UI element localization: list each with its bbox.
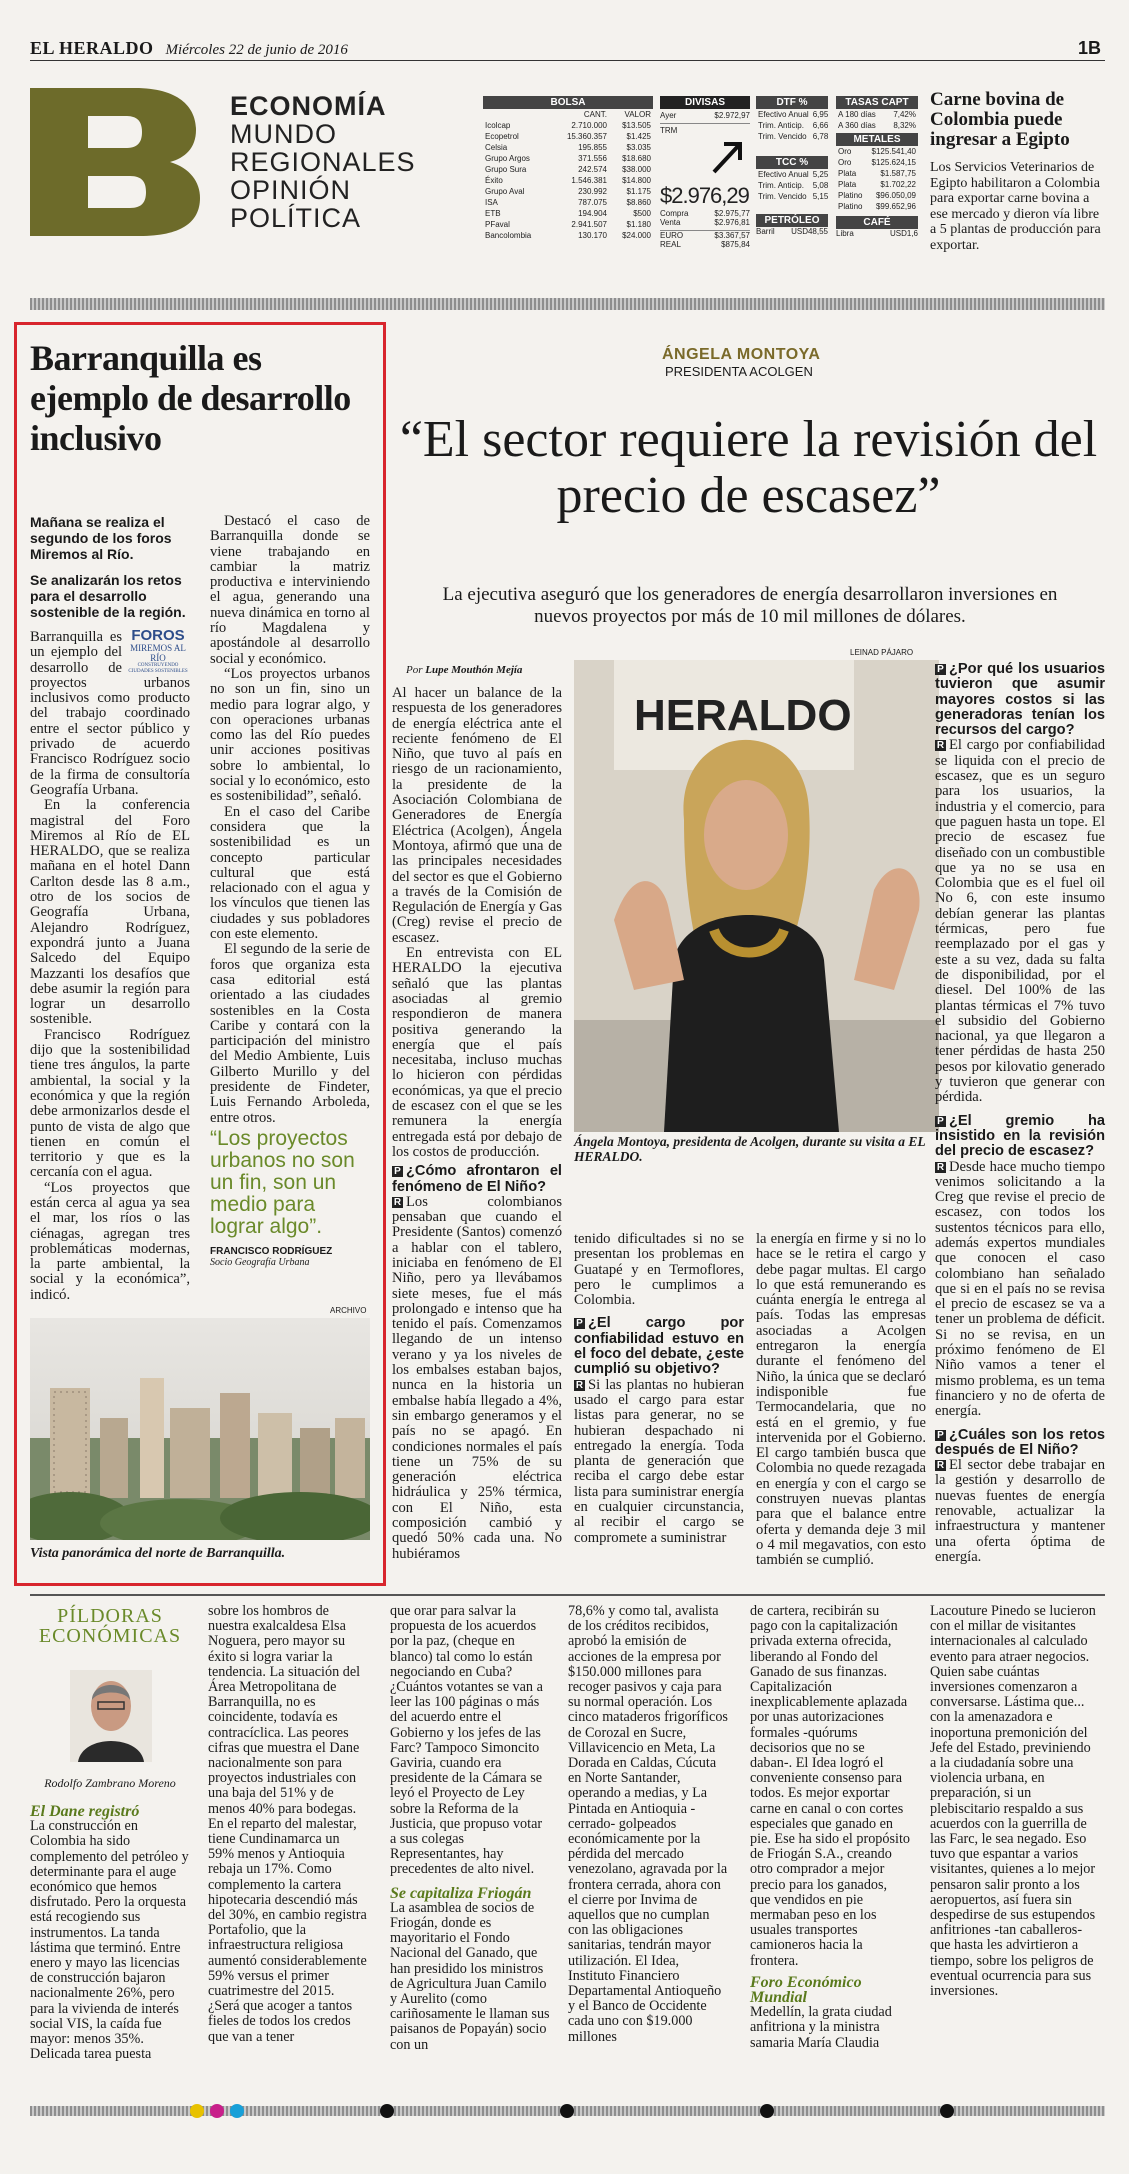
interview-headline[interactable]: “El sector requiere la revisión del precio de escasez” xyxy=(399,411,1098,524)
interview-col1 xyxy=(392,686,562,1562)
section-divider xyxy=(30,1594,1105,1596)
pildoras-col4 xyxy=(568,1604,728,2045)
pildoras-text-1: La construcción en Colombia ha sido complemento del petróleo y determinante para el auge económico que hemos disfrutado. Pero la orquesta está recogiendo sus instrumentos. La tanda lástima que terminó. Entre enero y mayo las licencias de construcción bajaron nacionalmente 26%, pero para la vivienda de interés social VIS, la caída fue mayor: menos 35%. Delicada tarea puesta xyxy=(30,1818,189,2063)
left-article-col2 xyxy=(210,514,370,1126)
interview-photo-caption: Ángela Montoya, presidenta de Acolgen, durante su visita a EL HERALDO. xyxy=(574,1134,926,1164)
pildoras-col1 xyxy=(30,1804,190,2062)
left-paragraph-6: “Los proyectos urbanos no son un fin, sino un medio para lograr algo, y con operaciones urbanas como las del Río puedes unir acciones positivas sobre lo ambiental, lo social y lo económico, esto es sostenibilidad”, señaló. xyxy=(210,665,370,805)
question-marker-icon: P xyxy=(935,664,946,675)
pildoras-text-2: sobre los hombros de nuestra exalcaldesa Elsa Noguera, pero mayor su éxito si logra variar la tendencia. La situación del Área Metropolitana de Barranquilla, no es coincidente, todavía es contracíclica. Las peores cifras que muestra el Dane nacionalmente son para proyectos industriales con una baja del 51% y de menos 40% para bodegas. En el reparto del malestar, tiene Cundinamarca un 59% menos y Antioquia rebaja un 17%. Como complemento la cartera hipotecaria descendió más del 30%, en cambio registra Portafolio, que la infraestructura religiosa aumentó considerablemente 59% versus el primer cuatrimestre del 2015. ¿Será que acoger a tantos fieles de todos los credos que van a tener xyxy=(208,1603,367,2045)
bolsa-row: Éxito 1.546.381 $14.800 xyxy=(485,176,651,185)
left-paragraph-1: Barranquilla es un ejemplo del desarrollo de proyectos urbanos inclusivos como producto del trabajo coordinado entre el sector público y privado de acuerdo Francisco Rodríguez socio de la firma de consultoría Geografía Urbana. xyxy=(30,629,190,798)
pull-quote: “Los proyectos urbanos no son un fin, son un medio para lograr algo”. xyxy=(210,1127,355,1238)
subhead-foro: Foro Económico Mundial xyxy=(750,1973,862,2007)
trend-up-arrow-icon xyxy=(710,136,746,176)
question-1: P ¿Cómo afrontaron el fenómeno de El Niño? xyxy=(392,1163,562,1195)
pildoras-title: PÍLDORAS ECONÓMICAS xyxy=(38,1605,182,1647)
answer-5: R El sector debe trabajar en la gestión y desarrollo de nuevas fuentes de energía renovable, actualizar la infraestructura y mantener una oferta óptima de energía. xyxy=(935,1457,1105,1565)
bolsa-header: BOLSA xyxy=(483,96,653,109)
side-brief xyxy=(930,90,1105,253)
left-paragraph-4: “Los proyectos que están cerca al agua ya sea el mar, los ríos o las ciénagas, agregan tres problemáticas modernas, la parte ambiental, la social y la económica”, indicó. xyxy=(30,1179,190,1303)
pull-quote-block xyxy=(210,1128,370,1268)
divisas-header: DIVISAS xyxy=(660,96,750,109)
columnist-name: Rodolfo Zambrano Moreno xyxy=(44,1776,176,1790)
interview-col3 xyxy=(756,1232,926,1569)
registration-mark-black xyxy=(760,2104,774,2118)
interviewee-role: PRESIDENTA ACOLGEN xyxy=(665,364,813,379)
left-paragraph-8: El segundo de la serie de foros que organiza esta casa editorial está orientado a las ciudades sostenibles en la Costa Caribe y contará con la participación del ministro del Medio Ambiente, Luis Gilberto Murillo y del presidente de Findeter, Luis Fernando Arboleda, entre otros. xyxy=(210,941,370,1126)
bolsa-row: ETB 194.904 $500 xyxy=(485,209,651,218)
bolsa-row: PFaval 2.941.507 $1.180 xyxy=(485,220,651,229)
metales-header: METALES xyxy=(836,133,918,146)
page-number: 1B xyxy=(1077,38,1101,58)
petroleo-header: PETRÓLEO xyxy=(756,214,828,227)
section-mundo[interactable]: MUNDO xyxy=(230,119,337,149)
tcc-header: TCC % xyxy=(756,156,828,169)
bolsa-row: Bancolombia 130.170 $24.000 xyxy=(485,231,651,240)
quote-author: FRANCISCO RODRÍGUEZ xyxy=(210,1246,333,1257)
question-4: P ¿El gremio ha insistido en la revisión del precio de escasez? xyxy=(935,1112,1105,1160)
registration-mark-magenta xyxy=(210,2104,224,2118)
question-marker-icon: P xyxy=(392,1166,403,1177)
bolsa-row: ISA 787.075 $8.860 xyxy=(485,198,651,207)
pildoras-text-6: Lacouture Pinedo se lucieron con el millar de visitantes internacionales al calculado evento para atraer negocios. Quien sabe cuántas inversiones comenzaron a conversarse. Lástima que... con la amenazadora e inoportuna premonición del Jefe del Estado, previniendo a la ciudadanía sobre una violencia urbana, en preparación, si un plebiscitario respaldo a sus acuerdos con la guerrilla de las Farc, le sea negado. Eso tuvo que espantar a varios visitantes, quienes a lo mejor pensaron salir pronto a los aeropuertos, así fuera sin despedirse de sus estupendos anfitriones -tan caballeros- que hasta les advirtieron a tiempo, sobre los peligros de eventual ocurrencia para sus inversiones. xyxy=(930,1603,1096,2000)
side-brief-body: Los Servicios Veterinarios de Egipto habilitaron a Colombia para exportar carne bovina a ese mercado y dieron vía libre a 5 plantas de producción para exportar. xyxy=(930,160,1101,253)
trm-value: $2.976,29 xyxy=(660,183,749,208)
left-article-deck-2: Se analizarán los retos para el desarrollo sostenible de la región. xyxy=(30,572,186,620)
answer-2: R Si las plantas no hubieran usado el cargo para estar listas para generar, no se hubieran despachado ni entregado la energía. Toda planta de generación que reciba el cargo debe estar lista para suministrar energía en cualquier circunstancia, al recibir el cargo se compromete a suministrar xyxy=(574,1376,744,1546)
photo-sign: HERALDO xyxy=(634,691,852,740)
question-marker-icon: P xyxy=(574,1318,585,1329)
pildoras-text-4: 78,6% y como tal, avalista de los créditos recibidos, aprobó la emisión de acciones de la empresa por $150.000 millones para recoger pasivos y caja para su normal operación. Los cinco mataderos frigoríficos de Corozal en Sucre, Villavicencio en Meta, La Dorada en Caldas, Cúcuta en Norte Santander, operando a medias, y La Pintada en Antioquia -cerrado- golpeados económicamente por la pérdida del mercado venezolano, agravada por la frontera cerrada, ahora con el cierre por Invima de aquellos que no cumplan con las obligaciones sanitarias, tendrán mayor utilización. El Idea, Instituto Financiero Departamental Antioqueño y el Banco de Occidente cada uno con $19.000 millones xyxy=(568,1603,728,2045)
left-paragraph-5: Destacó el caso de Barranquilla donde se viene trabajando en cambiar la matriz productiva e interviniendo el agua, generando una nueva dinámica en torno al río Magdalena y apostándole al desarrollo social y económico. xyxy=(210,513,370,667)
interview-photo xyxy=(574,660,939,1132)
question-3: P ¿Por qué los usuarios tuvieron que asumir mayores costos si las generadoras tenían los recursos del cargo? xyxy=(935,661,1105,739)
interview-paragraph-1: Al hacer un balance de la respuesta de los generadores de energía eléctrica ante el reciente fenómeno de El Niño, que tuvo al país en riesgo de un racionamiento, la presidente de la Asociación Colombiana de Generadores de Energía Eléctrica (Acolgen), Ángela Montoya, afirmó que una de las principales necesidades del sector es que el Gobierno a través de la Comisión de Regulación de Energía y Gas (Creg) revise el precio de escasez. xyxy=(392,685,562,946)
interview-photo-credit: LEINAD PÁJARO xyxy=(850,648,914,657)
question-marker-icon: P xyxy=(935,1430,946,1441)
question-marker-icon: P xyxy=(935,1116,946,1127)
section-regionales[interactable]: REGIONALES xyxy=(230,147,416,177)
registration-mark-black xyxy=(560,2104,574,2118)
left-photo-credit: ARCHIVO xyxy=(330,1306,367,1315)
answer-4: R Desde hace mucho tiempo venimos solicitando a la Creg que revise el precio de escasez, con todos los sustentos técnicos para ello, además expertos mundiales que conocen el caso colombiano han señalado que si en el país no se revisa el precio de escasez se va a tener un problema de déficit. Si no se revisa, en un próximo fenómeno de El Niño vamos a tener el mismo problema, es un tema financiero y no de oferta de energía. xyxy=(935,1158,1105,1420)
answer-marker-icon: R xyxy=(936,740,945,752)
pildoras-text-3: que orar para salvar la propuesta de los acuerdos por la paz, (cheque en blanco) tal como lo están negociando en Cuba? ¿Cuántos votantes se van a leer las 100 páginas o más del acuerdo entre el Gobierno y los jefes de las Farc? Tampoco Simoncito Gaviria, cuando era presidente de la Cámara se leyó el Proyecto de Ley sobre la Reforma de la Justicia, que propuso votar a sus colegas Representantes, hay precedentes de alto nivel. xyxy=(390,1603,543,1878)
pildoras-col6 xyxy=(930,1604,1100,1999)
answer-marker-icon: R xyxy=(936,1460,945,1472)
registration-mark-black xyxy=(940,2104,954,2118)
rates-box: DTF % Efectivo Anual 6,95 Trim. Anticip. 6,66 Trim. Vencido 6,78 TCC % Efectivo Anual 5,25 Trim. Anticip. 5,08 Trim. Vencido 5,15 PETRÓLEO Barril USD48,55 xyxy=(756,97,829,236)
bolsa-row: Grupo Aval 230.992 $1.175 xyxy=(485,187,651,196)
pildoras-text-5: de cartera, recibirán su pago con la capitalización privada externa ofrecida, liberando al Fondo del Ganado de sus finanzas. Capitalización inexplicablemente aplazada por unas autorizaciones formales -quórums decisorios que no se daban-. El Idea logró el conveniente consenso para todos. Es mejor exportar carne en canal o con cortes especiales que ganado en pie. Ese ha sido el propósito de Friogán S.A., creando otro comprador a mejor precio para los ganados, que vendidos en pie mermaban peso en los usuales transportes camioneros hacia la frontera. xyxy=(750,1603,910,1969)
foros-logo: FOROS MIREMOS AL RÍO CONSTRUYENDO CIUDADES SOSTENIBLES xyxy=(128,627,188,675)
section-politica[interactable]: POLÍTICA xyxy=(230,203,362,233)
registration-mark-yellow xyxy=(190,2104,204,2118)
pildoras-text-5b: Medellín, la grata ciudad anfitriona y la ministra samaria María Claudia xyxy=(750,2004,892,2051)
answer-marker-icon: R xyxy=(936,1161,945,1173)
paper-name: EL HERALDO xyxy=(30,38,154,58)
answer-3: R El cargo por confiabilidad se liquida con el precio de escasez, que es un seguro para los usuarios, la industria y el comercio, para que paguen hasta un tope. El precio de escasez fue diseñado con un combustible que ya no se usa en Colombia que es el fuel oil No 6, con este insumo debían generar las plantas térmicas, pero fue reemplazado por el gas y este a su vez, dada su falta de disponibilidad, por el diesel. Del 100% de las plantas térmicas el 7% tuvo el subsidio del Gobierno nacional, ya que llegaron a tener pérdidas de hasta 250 pesos por kilovatio generado y tuvieron que generar con pérdida. xyxy=(935,737,1105,1106)
bolsa-row: Grupo Argos 371.556 $18.680 xyxy=(485,154,651,163)
question-2: P ¿El cargo por confiabilidad estuvo en el foco del debate, ¿este cumplió su objetivo? xyxy=(574,1315,744,1378)
interviewee-name: ÁNGELA MONTOYA xyxy=(662,346,821,363)
subhead-dane: El Dane registró xyxy=(30,1803,140,1820)
pildoras-col3 xyxy=(390,1604,550,2053)
divisas-box: DIVISAS Ayer $2.972,97 TRM $2.976,29 Compra $2.975,77 Venta $2.976,81 EURO $3.367,57 REAL $875,84 xyxy=(660,97,750,249)
interview-col2 xyxy=(574,1232,744,1546)
question-5: P ¿Cuáles son los retos después de El Niño? xyxy=(935,1426,1105,1458)
left-article-headline[interactable]: Barranquilla es ejemplo de desarrollo inclusivo xyxy=(30,338,351,458)
registration-mark-cyan xyxy=(230,2104,244,2118)
tasas-header: TASAS CAPT xyxy=(836,96,918,109)
section-letter-logo xyxy=(30,88,200,236)
interview-col4 xyxy=(935,662,1105,1565)
bolsa-row: Ecopetrol 15.360.357 $1.425 xyxy=(485,132,651,141)
tasas-box: TASAS CAPT A 180 días 7,42% A 360 días 8,32% METALES Oro $125.541,40 Oro $125.624,15 Plata $1.587,75 Plata $1.702,22 Platino $96.050,09 Platino $99.652,96 CAFÉ Libra USD1,6 xyxy=(836,97,918,238)
quote-role: Socio Geografía Urbana xyxy=(210,1257,310,1268)
bolsa-table: BOLSA CANT. VALOR Icolcap 2.710.000 $13.505 Ecopetrol 15.360.357 $1.425 Celsia 195.855 $3.035 Grupo Argos 371.556 $18.680 Grupo Sura 242.574 $38.000 Éxito 1.546.381 $14.800 Grupo Aval 230.992 $1.175 ISA 787.075 $8.860 ETB 194.904 $500 PFaval 2.941.507 $1.180 Bancolombia 130.170 $24.000 xyxy=(485,97,651,240)
subhead-friogan: Se capitaliza Friogán xyxy=(390,1884,532,1902)
left-paragraph-7: En el caso del Caribe considera que la sostenibilidad es un concepto particular cultural que está relacionado con el agua y los vínculos que tienen las ciudades y sus pobladores con este elemento. xyxy=(210,803,370,943)
interview-paragraph-2: En entrevista con EL HERALDO la ejecutiva señaló que las plantas asociadas al gremio respondieron de manera positiva generando la energía que el país necesitaba, incluso muchas lo hicieron con pérdidas económicas, ya que el precio de escasez con el que se les remunera la energía entregada está por debajo de los costos de producción. xyxy=(392,945,562,1160)
left-article-col1 xyxy=(30,514,190,1303)
answer-marker-icon: R xyxy=(393,1196,402,1208)
section-b-icon xyxy=(30,88,200,236)
left-article xyxy=(30,338,370,458)
interview-deck: La ejecutiva aseguró que los generadores de energía desarrollaron inversiones en nuevos proyectos por más de 10 mil millones de dólares. xyxy=(442,584,1058,627)
left-paragraph-2: En la conferencia magistral del Foro Miremos al Río de EL HERALDO, que se realiza mañana en el hotel Dann Carlton desde las 8 a.m., otro de los socios de Geografía Urbana, Alejandro Rodríguez, expondrá junto a Juana Salcedo del Equipo Mazzanti los desafíos que debe asumir la región para lograr un desarrollo sostenible. xyxy=(30,797,190,1028)
section-list xyxy=(230,92,416,232)
pildoras-col2 xyxy=(208,1604,368,2045)
answer-marker-icon: R xyxy=(575,1379,584,1391)
masthead xyxy=(30,38,1105,61)
answer-2-continued: la energía en firme y si no lo hace se le retira el cargo y debe pagar multas. El cargo lo que está remunerando es cuánta energía le entrega al país. Todas las empresas asociadas a Acolgen entregaron la energía durante el fenómeno del Niño, la única que se declaró indisponible fue Termocandelaria, que no está en el gremio, y fue intervenida por el Gobierno. El cargo también busca que Colombia no quede rezagada en energía y con el cargo se construyen nuevas plantas para que el balance entre oferta y demanda deje 3 mil o 4 mil megavatios, con esto también se cumplió. xyxy=(756,1231,926,1569)
side-brief-title[interactable]: Carne bovina de Colombia puede ingresar a Egipto xyxy=(930,89,1070,150)
divider-stripe-top xyxy=(30,298,1105,310)
answer-1-continued: tenido dificultades si no se presentan los problemas en Guatapé y en Termoflores, pero le cumplimos a Colombia. xyxy=(574,1231,744,1309)
section-opinion[interactable]: OPINIÓN xyxy=(230,175,352,205)
registration-mark-black xyxy=(380,2104,394,2118)
dtf-header: DTF % xyxy=(756,96,828,109)
cafe-header: CAFÉ xyxy=(836,216,918,229)
bolsa-row: Icolcap 2.710.000 $13.505 xyxy=(485,121,651,130)
answer-1: R Los colombianos pensaban que cuando el Presidente (Santos) comenzó a hablar con el tablero, iniciaba en fenómeno de El Niño, pero ya llevábamos siete meses, fue el más prolongado e intenso que ha tenido el país. Comenzamos llegando de un intenso verano y ya los niveles de los embalses estaban bajos, nunca en la historia un embalse había llegado a 4%, sin embargo generamos y el país no se apagó. En condiciones normales el país tiene un 75% de su generación eléctrica hidráulica y 25% térmica, con El Niño, esta composición cambió y quedó 50% cada una. No hubiéramos xyxy=(392,1193,562,1562)
pildoras-text-3b: La asamblea de socios de Friogán, donde es mayoritario el Fondo Nacional del Ganado, que han presidido los ministros de Agricultura Juan Camilo y Aurelito (como cariñosamente le llaman sus paisanos de Popayán) socio con un xyxy=(390,1899,550,2053)
columnist-photo xyxy=(70,1670,152,1762)
left-article-deck-1: Mañana se realiza el segundo de los foros Miremos al Río. xyxy=(30,514,172,562)
bolsa-row: Celsia 195.855 $3.035 xyxy=(485,143,651,152)
issue-date: Miércoles 22 de junio de 2016 xyxy=(165,42,348,58)
left-paragraph-3: Francisco Rodríguez dijo que la sostenibilidad tiene tres ángulos, la parte ambiental, la social y la económica y que la región debe armonizarlos desde el punto de vista de algo que tienen en común el territorio y que es la cercanía con el agua. xyxy=(30,1026,190,1181)
byline: Por Lupe Mouthón Mejía xyxy=(406,664,523,676)
pildoras-col5 xyxy=(750,1604,910,2051)
barranquilla-skyline-photo xyxy=(30,1318,370,1540)
section-economia[interactable]: ECONOMÍA xyxy=(230,91,387,121)
bolsa-row: Grupo Sura 242.574 $38.000 xyxy=(485,165,651,174)
left-photo-caption: Vista panorámica del norte de Barranquilla. xyxy=(30,1546,286,1561)
